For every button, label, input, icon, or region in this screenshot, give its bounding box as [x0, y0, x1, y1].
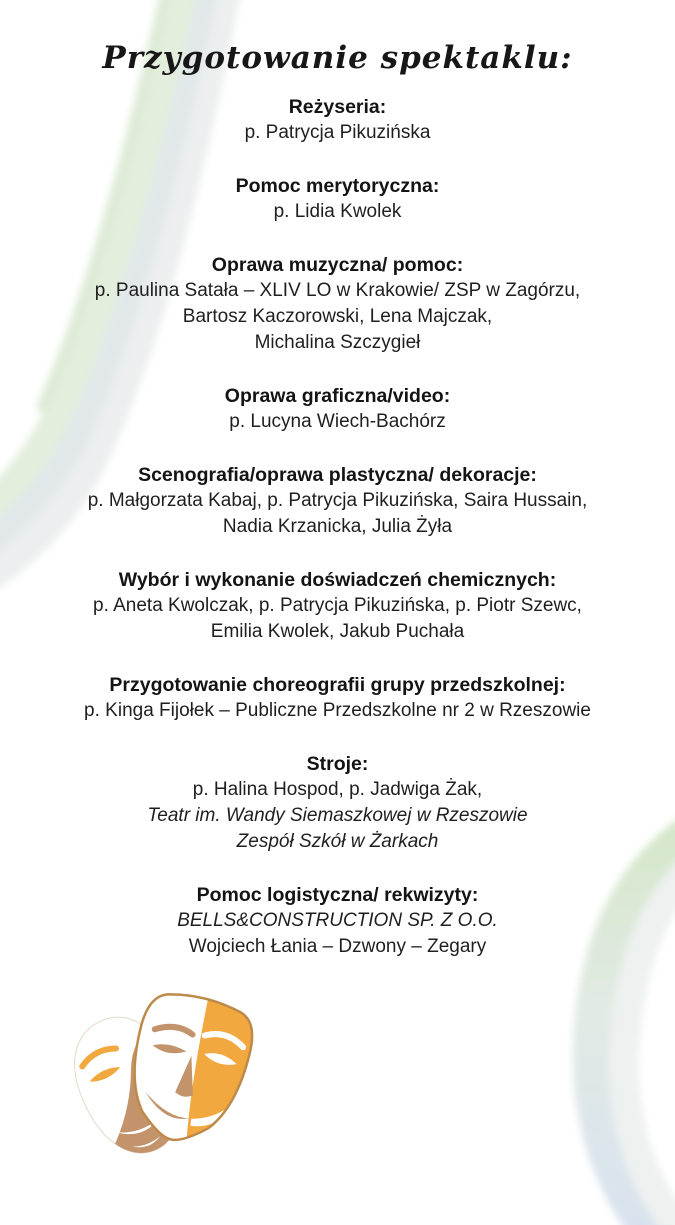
credit-line: p. Kinga Fijołek – Publiczne Przedszkolne nr 2 w Rzeszowie	[84, 700, 591, 721]
section-pomoc-merytoryczna	[28, 173, 647, 225]
section-rezyseria	[28, 94, 647, 146]
credit-line: p. Halina Hospod, p. Jadwiga Żak,	[192, 779, 483, 800]
section-doswiadczenia-chemiczne	[28, 567, 647, 645]
section-oprawa-muzyczna	[28, 252, 647, 356]
credit-line: p. Paulina Satała – XLIV LO w Krakowie/ ZSP w Zagórzu,	[94, 280, 581, 301]
credit-line: p. Patrycja Pikuzińska	[244, 122, 431, 143]
section-heading: Pomoc logistyczna/ rekwizyty:	[196, 884, 479, 906]
section-heading: Scenografia/oprawa plastyczna/ dekoracje:	[138, 464, 537, 486]
section-choreografia	[28, 672, 647, 724]
section-heading: Przygotowanie choreografii grupy przedszkolnej:	[109, 674, 566, 696]
credit-line: p. Małgorzata Kabaj, p. Patrycja Pikuzińska, Saira Hussain,	[87, 490, 588, 511]
section-oprawa-graficzna	[28, 383, 647, 435]
section-stroje	[28, 751, 647, 855]
section-heading: Wybór i wykonanie doświadczeń chemicznych:	[118, 569, 557, 591]
credit-line: Wojciech Łania – Dzwony – Zegary	[188, 936, 487, 957]
credit-line: Zespół Szkół w Żarkach	[236, 831, 439, 852]
credits-panel	[28, 38, 647, 987]
credit-line: Emilia Kwolek, Jakub Puchała	[210, 621, 465, 642]
credit-line: p. Aneta Kwolczak, p. Patrycja Pikuzińska, p. Piotr Szewc,	[93, 595, 582, 616]
credit-line: Nadia Krzanicka, Julia Żyła	[222, 516, 453, 537]
page-title: Przygotowanie spektaklu:	[102, 40, 573, 76]
credit-line: Teatr im. Wandy Siemaszkowej w Rzeszowie	[147, 805, 528, 826]
credit-line: p. Lidia Kwolek	[273, 201, 402, 222]
section-heading: Oprawa muzyczna/ pomoc:	[211, 254, 464, 276]
section-scenografia	[28, 462, 647, 540]
section-pomoc-logistyczna	[28, 882, 647, 960]
credit-line: Michalina Szczygieł	[254, 332, 421, 353]
credit-line: BELLS&CONSTRUCTION SP. Z O.O.	[177, 910, 498, 931]
section-heading: Pomoc merytoryczna:	[235, 175, 440, 197]
theater-masks-icon	[52, 980, 257, 1178]
section-heading: Stroje:	[306, 753, 369, 775]
credit-line: p. Lucyna Wiech-Bachórz	[229, 411, 446, 432]
section-heading: Oprawa graficzna/video:	[224, 385, 451, 407]
credit-line: Bartosz Kaczorowski, Lena Majczak,	[182, 306, 493, 327]
section-heading: Reżyseria:	[288, 96, 387, 118]
